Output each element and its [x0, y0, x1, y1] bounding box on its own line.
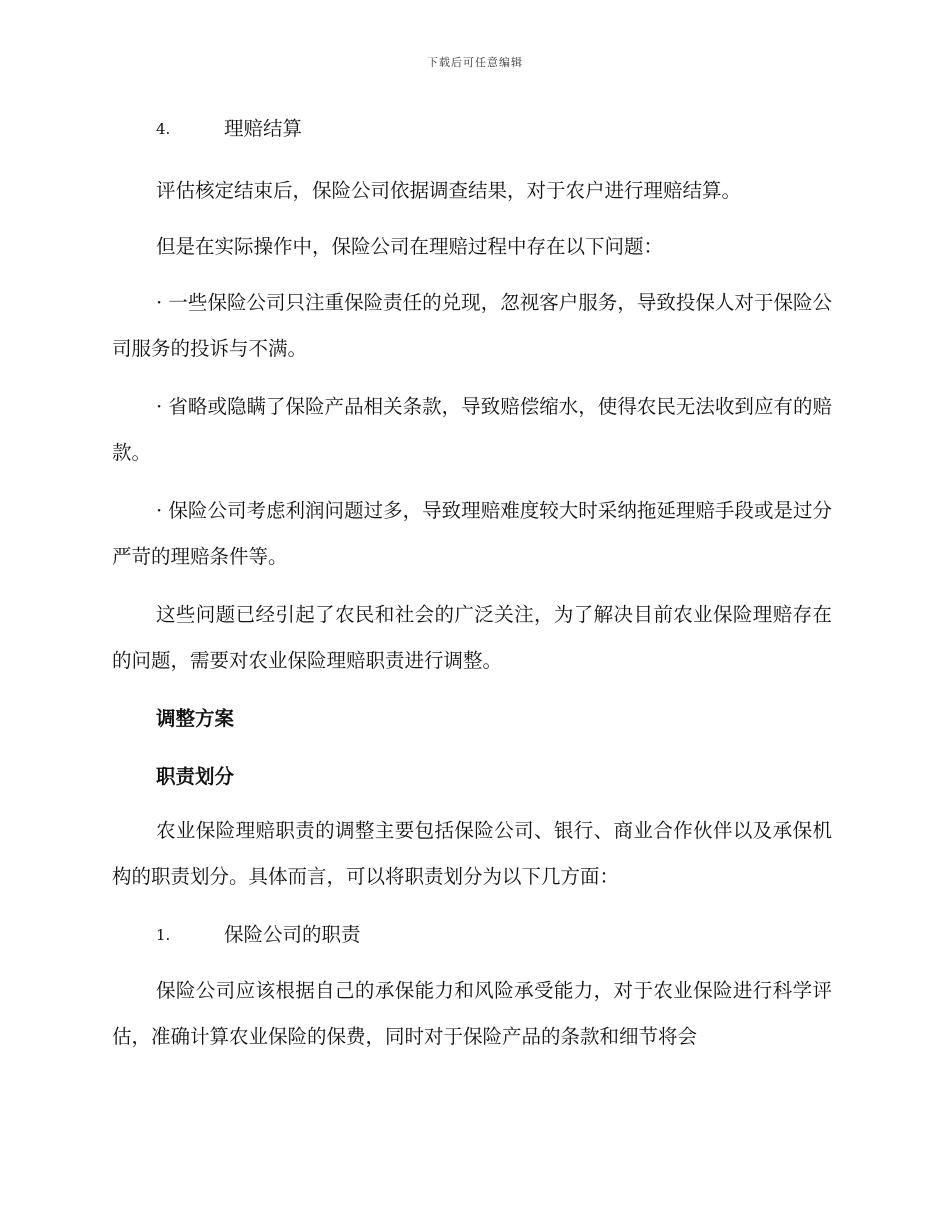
paragraph-attention: 这些问题已经引起了农民和社会的广泛关注，为了解决目前农业保险理赔存在的问题，需要对农业保险理赔职责进行调整。: [112, 603, 832, 672]
item-title: 保险公司的职责: [224, 923, 361, 946]
item-number: 1.: [156, 926, 171, 944]
numbered-item-4: [112, 112, 832, 146]
document-body: [112, 112, 832, 1072]
item-title: 理赔结算: [224, 117, 303, 140]
paragraph-settlement: 评估核定结束后，保险公司依据调查结果，对于农户进行理赔结算。: [156, 179, 742, 202]
numbered-item-1: [112, 918, 832, 952]
item-number: 4.: [156, 120, 171, 138]
bullet-customer-service: · 一些保险公司只注重保险责任的兑现，忽视客户服务，导致投保人对于保险公司服务的投诉与不满。: [112, 291, 832, 360]
paragraph-insurer-duty: 保险公司应该根据自己的承保能力和风险承受能力，对于农业保险进行科学评估，准确计算农业保险的保费，同时对于保险产品的条款和细节将会: [112, 979, 832, 1048]
bullet-hidden-terms: · 省略或隐瞒了保险产品相关条款，导致赔偿缩水，使得农民无法收到应有的赔款。: [112, 395, 832, 464]
page-header: 下载后可任意编辑: [427, 56, 523, 69]
paragraph-problems-intro: 但是在实际操作中，保险公司在理赔过程中存在以下问题：: [156, 235, 664, 258]
heading-responsibility-division: 职责划分: [156, 765, 235, 788]
paragraph-division-intro: 农业保险理赔职责的调整主要包括保险公司、银行、商业合作伙伴以及承保机构的职责划分。具体而言，可以将职责划分为以下几方面：: [112, 819, 832, 888]
heading-adjustment-plan: 调整方案: [156, 707, 235, 730]
bullet-profit-delay: · 保险公司考虑利润问题过多，导致理赔难度较大时采纳拖延理赔手段或是过分严苛的理赔条件等。: [112, 499, 832, 568]
